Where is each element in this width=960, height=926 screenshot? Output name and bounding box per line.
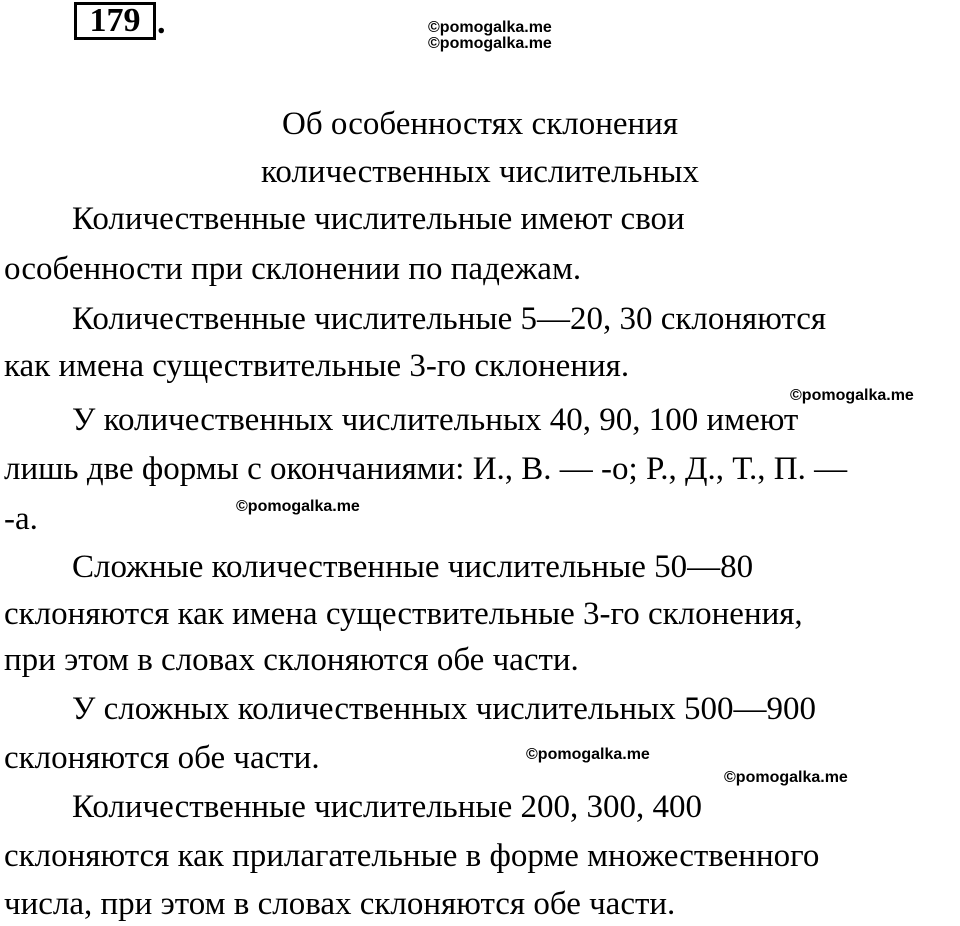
exercise-number-box xyxy=(74,2,156,40)
text-line: лишь две формы с окончаниями: И., В. — -о; Р., Д., Т., П. — xyxy=(4,451,848,487)
text-line: как имена существительные 3-го склонения. xyxy=(4,348,630,384)
watermark: ©pomogalka.me xyxy=(790,387,914,404)
text-line: особенности при склонении по падежам. xyxy=(4,251,582,287)
exercise-number: 179 xyxy=(89,2,141,39)
text-line: склоняются как прилагательные в форме множественного xyxy=(4,838,820,874)
watermark: ©pomogalka.me xyxy=(526,746,650,763)
document-title-line-1: Об особенностях склонения xyxy=(282,106,678,142)
text-line: Количественные числительные 200, 300, 400 xyxy=(72,789,702,825)
watermark: ©pomogalka.me xyxy=(428,19,552,36)
text-line: -а. xyxy=(4,501,38,537)
document-title-line-2: количественных числительных xyxy=(261,154,699,190)
text-line: склоняются как имена существительные 3-го склонения, xyxy=(4,596,803,632)
exercise-number-dot: . xyxy=(157,4,166,41)
text-line: склоняются обе части. xyxy=(4,740,320,776)
watermark: ©pomogalka.me xyxy=(428,35,552,52)
text-line: при этом в словах склоняются обе части. xyxy=(4,642,579,678)
text-line: Количественные числительные 5—20, 30 склоняются xyxy=(72,301,827,337)
watermark: ©pomogalka.me xyxy=(236,498,360,515)
text-line: числа, при этом в словах склоняются обе части. xyxy=(4,886,676,922)
text-line: Сложные количественные числительные 50—80 xyxy=(72,549,754,585)
text-line: У сложных количественных числительных 500—900 xyxy=(72,691,816,727)
watermark: ©pomogalka.me xyxy=(724,769,848,786)
text-line: У количественных числительных 40, 90, 100 имеют xyxy=(72,402,799,438)
text-line: Количественные числительные имеют свои xyxy=(72,201,685,237)
